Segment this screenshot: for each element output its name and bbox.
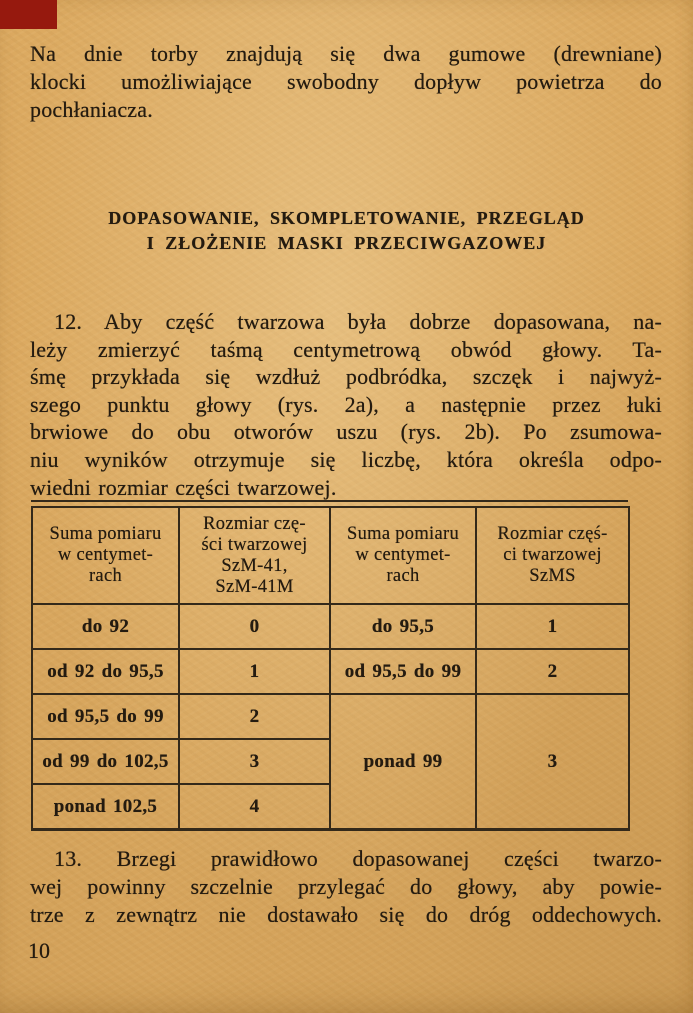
text-line: wiedni rozmiar części twarzowej.	[30, 474, 337, 500]
range-cell: od 99 do 102,5	[32, 739, 179, 784]
header-rozmiar-szms	[476, 507, 629, 604]
range-cell: od 95,5 do 99	[330, 649, 476, 694]
size-cell: 1	[179, 649, 330, 694]
size-cell: 3	[179, 739, 330, 784]
text-line: szego punktu głowy (rys. 2a), a następnie przez łuki	[30, 391, 662, 417]
section-heading-line-1: DOPASOWANIE, SKOMPLETOWANIE, PRZEGLĄD	[108, 208, 585, 228]
text-line: śmę przykłada się wzdłuż podbródka, szczęk i najwyż-	[30, 364, 662, 390]
header-line: SzMS	[529, 566, 576, 586]
header-line: rach	[88, 566, 123, 586]
range-cell: do 95,5	[330, 604, 476, 649]
face-size-table	[31, 506, 630, 831]
header-line: ści twarzowej	[201, 534, 308, 555]
text-line: brwiowe do obu otworów uszu (rys. 2b). Po zsumowa-	[30, 419, 662, 445]
range-cell: od 92 do 95,5	[32, 649, 179, 694]
header-line: SzM-41,	[221, 555, 288, 576]
text-line: Na dnie torby znajdują się dwa gumowe (drewniane)	[30, 41, 662, 66]
header-suma-pomiaru-right	[330, 507, 476, 604]
section-heading-line-2: I ZŁOŻENIE MASKI PRZECIWGAZOWEJ	[146, 233, 547, 253]
face-size-table-wrapper	[31, 500, 628, 831]
text-line: 13. Brzegi prawidłowo dopasowanej części twarzo-	[54, 846, 662, 871]
paragraph-12	[30, 308, 662, 501]
text-line: pochłaniacza.	[30, 97, 153, 122]
table-row	[32, 604, 629, 649]
header-rozmiar-szm41	[179, 507, 330, 604]
text-line: wej powinny szczelnie przylegać do głowy, aby powie-	[30, 874, 662, 899]
header-line: w centymet-	[355, 545, 451, 565]
size-cell: 2	[476, 649, 629, 694]
header-line: Rozmiar czę-	[203, 513, 306, 534]
text-line: leży zmierzyć taśmą centymetrową obwód głowy. Ta-	[30, 336, 662, 362]
header-line: w centymet-	[57, 545, 154, 565]
size-cell: 1	[476, 604, 629, 649]
text-line: niu wyników otrzymuje się liczbę, która określa odpo-	[30, 446, 662, 472]
section-heading	[0, 206, 693, 256]
paragraph-13	[30, 845, 662, 929]
header-line: SzM-41M	[215, 576, 294, 597]
table-row	[32, 694, 629, 739]
range-cell-merged: ponad 99	[330, 694, 476, 830]
size-cell-merged: 3	[476, 694, 629, 830]
text-line: klocki umożliwiające swobodny dopływ powietrza do	[30, 69, 662, 94]
size-cell: 4	[179, 784, 330, 830]
header-suma-pomiaru-left	[32, 507, 179, 604]
size-cell: 0	[179, 604, 330, 649]
header-line: Suma pomiaru	[49, 524, 162, 544]
range-cell: ponad 102,5	[32, 784, 179, 830]
page-number: 10	[28, 938, 50, 963]
header-line: Suma pomiaru	[346, 524, 460, 544]
header-line: rach	[386, 566, 420, 586]
intro-paragraph	[30, 40, 662, 124]
size-cell: 2	[179, 694, 330, 739]
range-cell: do 92	[32, 604, 179, 649]
text-line: 12. Aby część twarzowa była dobrze dopasowana, na-	[54, 309, 662, 334]
range-cell: od 95,5 do 99	[32, 694, 179, 739]
red-corner-mark	[0, 0, 57, 29]
header-line: ci twarzowej	[503, 545, 602, 565]
table-row	[32, 649, 629, 694]
text-line: trze z zewnątrz nie dostawało się do dróg oddechowych.	[30, 902, 662, 927]
header-line: Rozmiar częś-	[497, 524, 608, 544]
table-header-row	[32, 507, 629, 604]
